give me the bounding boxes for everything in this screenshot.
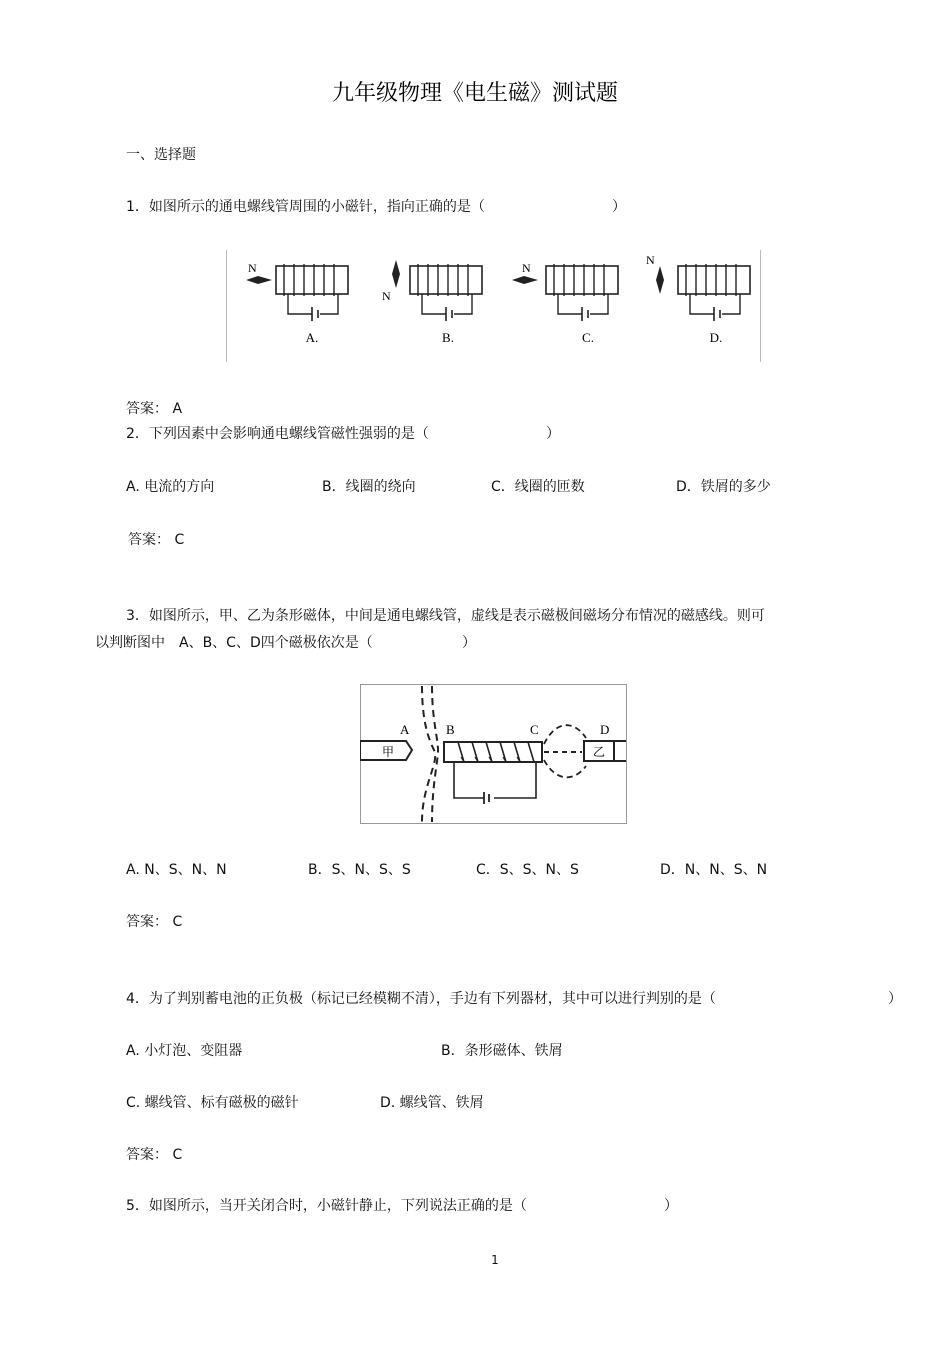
- q3-stem-close: ）: [462, 635, 476, 651]
- q4-stem: 4．为了判别蓄电池的正负极（标记已经模糊不清），手边有下列器材，其中可以进行判别的是（: [126, 991, 716, 1007]
- page-title: 九年级物理《电生磁》测试题: [331, 81, 618, 106]
- pole-b-label: B: [446, 722, 455, 737]
- q1-diagram-d: [646, 253, 750, 345]
- q3-option-c: C．S、S、N、S: [476, 862, 579, 878]
- q4-option-b: B．条形磁体、铁屑: [441, 1043, 563, 1059]
- needle-letter: N: [522, 261, 531, 275]
- q2-answer: 答案： C: [128, 532, 185, 548]
- needle-letter: N: [382, 289, 391, 303]
- pole-a-label: A: [400, 722, 410, 737]
- section-heading: 一、选择题: [126, 147, 196, 163]
- q3-stem-line1: 3．如图所示，甲、乙为条形磁体，中间是通电螺线管，虚线是表示磁极间磁场分布情况的磁感线。则可: [126, 608, 765, 624]
- q1-label-d: D.: [709, 330, 723, 345]
- q2-stem: 2．下列因素中会影响通电螺线管磁性强弱的是（: [126, 426, 429, 442]
- q3-option-d: D．N、N、S、N: [660, 862, 768, 878]
- q2-option-a: A. 电流的方向: [126, 479, 215, 495]
- q2-option-b: B．线圈的绕向: [322, 479, 416, 495]
- needle-letter: N: [646, 253, 655, 267]
- q3-figure: [360, 684, 628, 824]
- compass-needle-icon: [512, 276, 538, 284]
- q4-answer: 答案： C: [126, 1147, 183, 1163]
- q1-answer: 答案： A: [126, 401, 183, 417]
- compass-needle-icon: [656, 266, 664, 294]
- compass-needle-icon: [246, 276, 272, 284]
- q4-option-d: D. 螺线管、铁屑: [380, 1095, 484, 1111]
- magnet-yi-label: 乙: [592, 745, 606, 759]
- q1-label-a: A.: [305, 330, 319, 345]
- q3-answer: 答案： C: [126, 914, 183, 930]
- q5-stem: 5．如图所示，当开关闭合时，小磁针静止，下列说法正确的是（: [126, 1198, 527, 1214]
- q4-option-c: C. 螺线管、标有磁极的磁针: [126, 1095, 299, 1111]
- q1-diagram-c: [512, 261, 618, 345]
- q3-option-b: B．S、N、S、S: [308, 862, 411, 878]
- q3-option-a: A. N、S、N、N: [126, 862, 227, 878]
- needle-letter: N: [248, 261, 257, 275]
- pole-d-label: D: [600, 722, 610, 737]
- q2-option-d: D．铁屑的多少: [676, 479, 771, 495]
- q1-stem-close: ）: [612, 199, 626, 215]
- magnet-jia-label: 甲: [381, 745, 395, 759]
- pole-c-label: C: [530, 722, 539, 737]
- q1-figure: [226, 250, 762, 362]
- q4-option-a: A. 小灯泡、变阻器: [126, 1043, 243, 1059]
- q1-stem: 1．如图所示的通电螺线管周围的小磁针，指向正确的是（: [126, 199, 485, 215]
- page-number: 1: [491, 1253, 499, 1267]
- q1-diagram-a: [246, 261, 348, 345]
- q2-stem-close: ）: [546, 426, 560, 442]
- q4-stem-close: ）: [888, 991, 902, 1007]
- q3-stem-line2: 以判断图中 A、B、C、D四个磁极依次是（: [95, 635, 373, 651]
- q1-diagram-b: [382, 260, 482, 345]
- q2-option-c: C．线圈的匝数: [491, 479, 585, 495]
- q5-stem-close: ）: [664, 1198, 678, 1214]
- q1-label-c: C.: [582, 330, 594, 345]
- q1-label-b: B.: [442, 330, 454, 345]
- compass-needle-icon: [392, 260, 400, 288]
